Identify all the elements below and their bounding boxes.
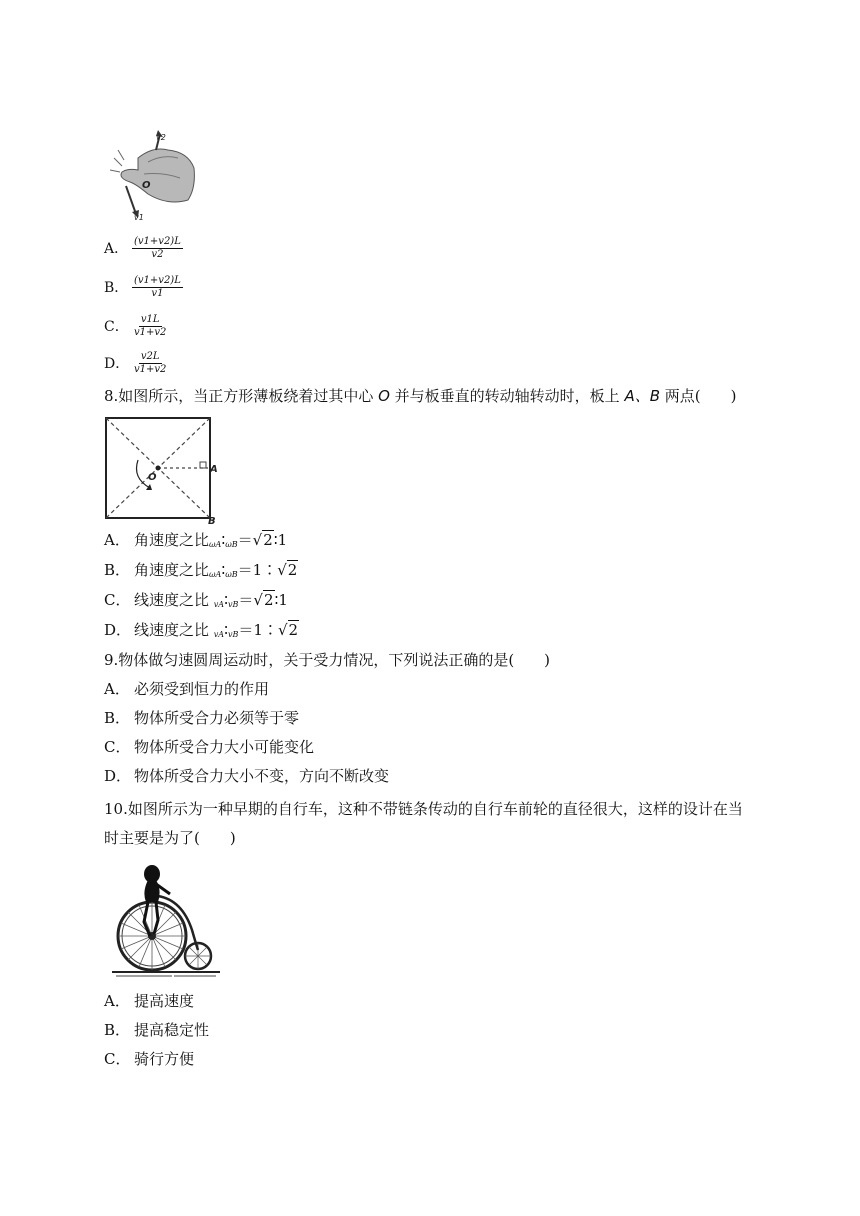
option-text: 必须受到恒力的作用 [134, 680, 270, 698]
fraction-numerator: v1L [140, 314, 160, 325]
q7-option-b[interactable] [104, 275, 183, 300]
label-o: O [148, 472, 157, 483]
radicand: 2 [263, 591, 274, 609]
q8-option-d[interactable] [104, 620, 299, 645]
option-text: 线速度之比 [134, 621, 214, 639]
subscript: ωB [225, 540, 238, 549]
colon: ∶ [221, 531, 226, 549]
q9-option-c[interactable] [104, 737, 314, 757]
q10-option-a[interactable] [104, 991, 194, 1011]
subscript: ωB [225, 570, 238, 579]
q10-stem-line1: 10.如图所示为一种早期的自行车，这种不带链条传动的自行车前轮的直径很大，这样的设计在当 [104, 800, 743, 818]
option-text: 骑行方便 [134, 1050, 195, 1068]
option-label: D． [104, 767, 132, 785]
option-label: C． [104, 738, 131, 756]
q7-option-d[interactable] [104, 351, 168, 376]
subscript: ωA [209, 570, 222, 579]
q8-stem [104, 386, 737, 406]
subscript: vA [213, 630, 225, 639]
q10-option-c[interactable] [104, 1049, 194, 1069]
option-label: D． [104, 621, 132, 639]
radicand: 2 [287, 561, 298, 579]
colon: ∶ [221, 561, 226, 579]
option-text: 物体所受合力必须等于零 [134, 709, 300, 727]
q10-stem-line2: 时主要是为了( ) [104, 829, 236, 847]
option-text: 角速度之比 [134, 531, 210, 549]
penny-farthing-figure [112, 860, 220, 978]
option-text: ＝1∶ [238, 621, 278, 639]
q9-stem: 9.物体做匀速圆周运动时，关于受力情况，下列说法正确的是( ) [104, 651, 551, 669]
subscript: ωA [209, 540, 222, 549]
option-label: C． [104, 591, 131, 609]
label-v2: v2 [156, 133, 166, 142]
colon: ∶ [224, 621, 228, 639]
option-label: D． [104, 355, 130, 372]
q9-option-d[interactable] [104, 766, 389, 786]
label-a: A [210, 464, 218, 475]
option-label: C． [104, 1050, 131, 1068]
q9-option-a[interactable] [104, 679, 269, 699]
option-label: A． [104, 240, 129, 257]
snap-hand-figure [108, 128, 198, 224]
option-text: 线速度之比 [134, 591, 214, 609]
q8-stem-part: 8.如图所示，当正方形薄板绕着过其中心 [104, 387, 379, 405]
q7-option-c[interactable] [104, 314, 168, 339]
option-label: A． [104, 531, 130, 549]
option-text: ＝ [238, 591, 254, 609]
colon: ∶ [224, 591, 228, 609]
fraction-denominator: v2 [151, 249, 164, 260]
label-b: B [208, 516, 216, 524]
sqrt: √2 [252, 531, 273, 549]
option-text: 物体所受合力大小不变，方向不断改变 [134, 767, 390, 785]
q8-option-b[interactable] [104, 560, 298, 585]
q8-stem-o: O [378, 387, 390, 405]
fraction-numerator: v2L [140, 351, 160, 362]
q9-option-b[interactable] [104, 708, 299, 728]
q8-stem-part: 并与板垂直的转动轴转动时，板上 [389, 387, 625, 405]
fraction-numerator: (v1+v2)L [134, 236, 181, 247]
sqrt: √2 [277, 621, 299, 639]
option-text: ∶1 [274, 591, 288, 609]
fraction-numerator: (v1+v2)L [134, 275, 181, 286]
q8-stem-ab: A、B [624, 387, 661, 405]
q8-option-a[interactable] [104, 530, 287, 555]
sqrt: √2 [277, 561, 298, 579]
radicand: 2 [263, 531, 273, 549]
subscript: vB [227, 630, 239, 639]
fraction-denominator: v1+v2 [134, 364, 167, 375]
option-label: B． [104, 561, 131, 579]
option-label: C． [104, 318, 129, 335]
option-label: A． [104, 680, 130, 698]
option-text: ∶1 [273, 531, 288, 549]
q7-option-a[interactable] [104, 236, 183, 261]
option-text: 提高稳定性 [134, 1021, 210, 1039]
fraction-denominator: v1 [151, 288, 164, 299]
label-v1: v1 [134, 213, 144, 222]
q8-option-c[interactable] [104, 590, 288, 615]
fraction-denominator: v1+v2 [134, 327, 167, 338]
option-text: ＝ [237, 531, 253, 549]
option-label: A． [104, 992, 130, 1010]
q10-option-b[interactable] [104, 1020, 209, 1040]
subscript: vA [213, 600, 225, 609]
square-plate-figure [104, 416, 220, 524]
q8-stem-part: 两点( ) [660, 387, 737, 405]
sqrt: √2 [253, 591, 274, 609]
subscript: vB [227, 600, 239, 609]
option-text: 物体所受合力大小可能变化 [134, 738, 315, 756]
radicand: 2 [288, 621, 299, 639]
option-label: B． [104, 279, 129, 296]
option-text: 提高速度 [134, 992, 195, 1010]
option-label: B． [104, 1021, 131, 1039]
option-text: 角速度之比 [134, 561, 210, 579]
option-text: ＝1∶ [237, 561, 278, 579]
option-label: B． [104, 709, 131, 727]
label-o: O [142, 180, 151, 191]
